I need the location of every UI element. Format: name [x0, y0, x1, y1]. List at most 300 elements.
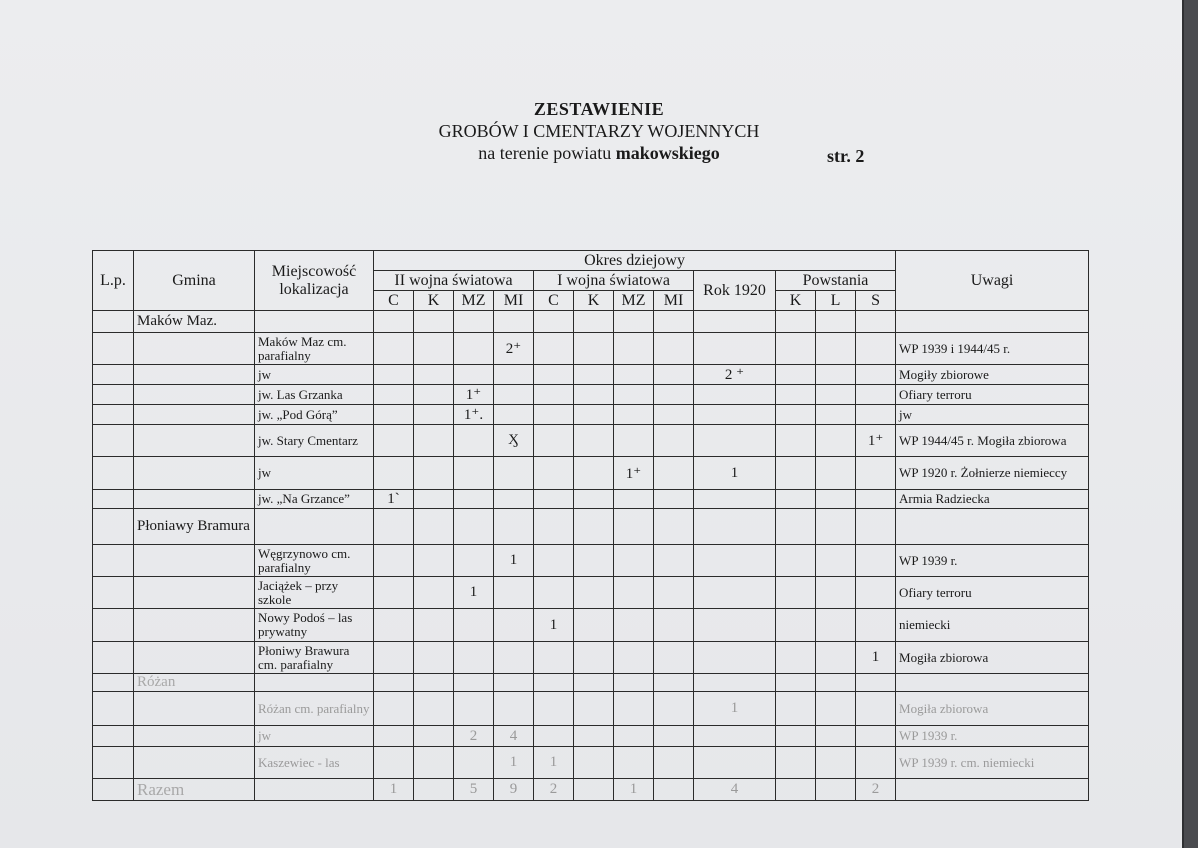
uwagi-cell: Ofiary terroru	[896, 577, 1089, 609]
empty-cell	[776, 509, 816, 545]
count-cell	[374, 642, 414, 674]
empty-cell	[856, 509, 896, 545]
count-cell	[414, 490, 454, 509]
count-cell	[574, 609, 614, 642]
count-cell: 1	[454, 577, 494, 609]
count-cell	[574, 405, 614, 425]
count-cell	[534, 577, 574, 609]
count-cell	[574, 642, 614, 674]
lp-cell	[93, 509, 134, 545]
col-lp: L.p.	[93, 251, 134, 311]
lp-cell	[93, 490, 134, 509]
gmina-cell	[134, 365, 255, 385]
count-cell	[856, 457, 896, 490]
section-row	[93, 674, 1089, 692]
empty-cell	[614, 509, 654, 545]
count-cell	[614, 333, 654, 365]
count-cell: 1	[494, 545, 534, 577]
count-cell: 4	[494, 726, 534, 747]
uwagi-cell	[896, 674, 1089, 692]
count-cell	[856, 726, 896, 747]
empty-cell	[494, 509, 534, 545]
subcol-powstania-s: S	[856, 291, 896, 311]
total-count	[654, 779, 694, 801]
count-cell	[534, 726, 574, 747]
table-body	[93, 311, 1089, 801]
empty-cell	[694, 311, 776, 333]
count-cell	[494, 365, 534, 385]
subcol-i-mi: MI	[654, 291, 694, 311]
count-cell	[414, 577, 454, 609]
count-cell	[534, 692, 574, 726]
uwagi-cell: WP 1939 r.	[896, 726, 1089, 747]
col-uwagi: Uwagi	[896, 251, 1089, 311]
count-cell	[654, 642, 694, 674]
count-cell	[694, 425, 776, 457]
count-cell	[856, 490, 896, 509]
count-cell: 1	[694, 692, 776, 726]
count-cell	[574, 490, 614, 509]
table-row	[93, 405, 1089, 425]
count-cell	[534, 333, 574, 365]
gmina-name: Różan	[134, 674, 255, 692]
count-cell	[414, 457, 454, 490]
count-cell	[614, 490, 654, 509]
lp-cell	[93, 779, 134, 801]
empty-cell	[614, 311, 654, 333]
count-cell	[694, 545, 776, 577]
count-cell	[574, 425, 614, 457]
location-cell: jw	[255, 726, 374, 747]
count-cell: 1	[694, 457, 776, 490]
count-cell	[654, 545, 694, 577]
count-cell	[414, 333, 454, 365]
count-cell	[414, 642, 454, 674]
count-cell: 1	[856, 642, 896, 674]
count-cell	[494, 405, 534, 425]
gmina-cell	[134, 692, 255, 726]
count-cell	[776, 747, 816, 779]
col-gmina: Gmina	[134, 251, 255, 311]
table-row	[93, 425, 1089, 457]
count-cell	[776, 577, 816, 609]
count-cell	[776, 490, 816, 509]
count-cell: 1	[534, 609, 574, 642]
empty-cell	[454, 509, 494, 545]
lp-cell	[93, 726, 134, 747]
count-cell	[856, 577, 896, 609]
count-cell	[574, 726, 614, 747]
count-cell	[654, 609, 694, 642]
total-row	[93, 779, 1089, 801]
count-cell	[816, 405, 856, 425]
empty-cell	[534, 674, 574, 692]
location-cell: jw. „Pod Górą”	[255, 405, 374, 425]
count-cell	[454, 642, 494, 674]
location-cell: Płoniwy Brawura cm. parafialny	[255, 642, 374, 674]
count-cell	[654, 405, 694, 425]
gmina-cell	[134, 747, 255, 779]
location-cell: jw. Stary Cmentarz	[255, 425, 374, 457]
count-cell	[414, 545, 454, 577]
uwagi-cell: Mogiła zbiorowa	[896, 692, 1089, 726]
lp-cell	[93, 457, 134, 490]
empty-cell	[374, 311, 414, 333]
count-cell	[816, 726, 856, 747]
count-cell	[776, 365, 816, 385]
empty-cell	[255, 509, 374, 545]
count-cell	[574, 545, 614, 577]
count-cell	[614, 692, 654, 726]
gmina-cell	[134, 642, 255, 674]
empty-cell	[414, 674, 454, 692]
count-cell	[494, 457, 534, 490]
total-count: 9	[494, 779, 534, 801]
count-cell	[776, 385, 816, 405]
count-cell	[654, 692, 694, 726]
count-cell	[574, 692, 614, 726]
empty-cell	[414, 311, 454, 333]
col-i-wojna: I wojna światowa	[534, 271, 694, 291]
uwagi-cell	[896, 509, 1089, 545]
lp-cell	[93, 333, 134, 365]
location-cell: jw. Las Grzanka	[255, 385, 374, 405]
count-cell	[454, 609, 494, 642]
count-cell	[856, 545, 896, 577]
count-cell	[614, 577, 654, 609]
count-cell	[776, 545, 816, 577]
count-cell	[816, 490, 856, 509]
count-cell	[534, 642, 574, 674]
subcol-powstania-k: K	[776, 291, 816, 311]
count-cell	[856, 747, 896, 779]
count-cell	[694, 405, 776, 425]
empty-cell	[694, 509, 776, 545]
lp-cell	[93, 545, 134, 577]
empty-cell	[574, 674, 614, 692]
subcol-i-c: C	[534, 291, 574, 311]
count-cell	[816, 642, 856, 674]
location-cell: Nowy Podoś – las prywatny	[255, 609, 374, 642]
uwagi-cell: Mogiły zbiorowe	[896, 365, 1089, 385]
count-cell	[454, 747, 494, 779]
count-cell	[654, 425, 694, 457]
table-row	[93, 747, 1089, 779]
count-cell	[494, 577, 534, 609]
count-cell	[816, 577, 856, 609]
count-cell: 1⁺	[614, 457, 654, 490]
count-cell	[694, 747, 776, 779]
count-cell: 2	[454, 726, 494, 747]
total-count	[776, 779, 816, 801]
count-cell	[694, 490, 776, 509]
count-cell	[454, 692, 494, 726]
count-cell: 1`	[374, 490, 414, 509]
count-cell	[614, 385, 654, 405]
count-cell	[776, 457, 816, 490]
count-cell	[776, 692, 816, 726]
count-cell	[574, 577, 614, 609]
count-cell	[654, 333, 694, 365]
count-cell	[614, 425, 654, 457]
gmina-cell	[134, 577, 255, 609]
table-row	[93, 333, 1089, 365]
count-cell	[574, 365, 614, 385]
count-cell	[454, 457, 494, 490]
count-cell	[374, 692, 414, 726]
count-cell	[534, 490, 574, 509]
count-cell: 1	[494, 747, 534, 779]
col-powstania: Powstania	[776, 271, 896, 291]
region-prefix: na terenie powiatu	[478, 143, 612, 163]
uwagi-cell: WP 1939 r. cm. niemiecki	[896, 747, 1089, 779]
count-cell	[414, 425, 454, 457]
count-cell	[614, 609, 654, 642]
count-cell	[654, 365, 694, 385]
document-subtitle: GROBÓW I CMENTARZY WOJENNYCH	[438, 121, 760, 141]
gmina-cell	[134, 333, 255, 365]
empty-cell	[614, 674, 654, 692]
count-cell	[454, 490, 494, 509]
count-cell	[374, 609, 414, 642]
count-cell	[414, 609, 454, 642]
gmina-cell	[134, 457, 255, 490]
empty-cell	[776, 311, 816, 333]
count-cell	[816, 692, 856, 726]
table-row	[93, 457, 1089, 490]
count-cell	[654, 385, 694, 405]
count-cell	[574, 385, 614, 405]
count-cell	[454, 425, 494, 457]
count-cell	[414, 726, 454, 747]
count-cell	[374, 405, 414, 425]
gmina-cell	[134, 726, 255, 747]
count-cell: 2⁺	[494, 333, 534, 365]
gmina-name: Maków Maz.	[134, 311, 255, 333]
section-row	[93, 311, 1089, 333]
count-cell	[534, 385, 574, 405]
count-cell	[694, 385, 776, 405]
empty-cell	[494, 311, 534, 333]
empty-cell	[574, 509, 614, 545]
location-cell: jw	[255, 365, 374, 385]
count-cell	[654, 577, 694, 609]
count-cell	[414, 365, 454, 385]
gmina-cell	[134, 385, 255, 405]
subcol-ii-k: K	[414, 291, 454, 311]
page-number: str. 2	[827, 146, 865, 166]
count-cell	[654, 490, 694, 509]
empty-cell	[414, 509, 454, 545]
count-cell	[454, 545, 494, 577]
empty-cell	[255, 311, 374, 333]
count-cell	[776, 333, 816, 365]
count-cell	[614, 642, 654, 674]
total-count: 2	[534, 779, 574, 801]
empty-cell	[816, 674, 856, 692]
count-cell	[534, 365, 574, 385]
location-cell: Kaszewiec - las	[255, 747, 374, 779]
total-count	[414, 779, 454, 801]
empty-cell	[816, 509, 856, 545]
empty-cell	[454, 311, 494, 333]
empty-cell	[856, 674, 896, 692]
location-cell: Węgrzynowo cm. parafialny	[255, 545, 374, 577]
count-cell	[614, 365, 654, 385]
document-region-line	[0, 142, 1198, 164]
count-cell	[856, 333, 896, 365]
region-name: makowskiego	[615, 143, 720, 163]
location-cell	[255, 779, 374, 801]
count-cell	[414, 385, 454, 405]
empty-cell	[534, 311, 574, 333]
count-cell	[454, 333, 494, 365]
count-cell	[856, 692, 896, 726]
count-cell	[654, 726, 694, 747]
count-cell	[494, 642, 534, 674]
subcol-powstania-l: L	[816, 291, 856, 311]
count-cell: 2 ⁺	[694, 365, 776, 385]
count-cell	[816, 747, 856, 779]
uwagi-cell: Armia Radziecka	[896, 490, 1089, 509]
count-cell	[454, 365, 494, 385]
subcol-i-mz: MZ	[614, 291, 654, 311]
count-cell	[374, 545, 414, 577]
count-cell	[694, 333, 776, 365]
count-cell	[856, 385, 896, 405]
subcol-i-k: K	[574, 291, 614, 311]
count-cell	[776, 405, 816, 425]
empty-cell	[856, 311, 896, 333]
count-cell	[374, 747, 414, 779]
empty-cell	[374, 509, 414, 545]
count-cell	[816, 333, 856, 365]
table-row	[93, 726, 1089, 747]
subcol-ii-c: C	[374, 291, 414, 311]
count-cell: Ӽ	[494, 425, 534, 457]
total-count	[816, 779, 856, 801]
count-cell	[776, 726, 816, 747]
empty-cell	[654, 674, 694, 692]
table-header	[93, 251, 1089, 311]
count-cell	[654, 747, 694, 779]
subcol-ii-mi: MI	[494, 291, 534, 311]
gmina-cell	[134, 490, 255, 509]
empty-cell	[454, 674, 494, 692]
col-miejscowosc: Miejscowość lokalizacja	[255, 251, 374, 311]
count-cell	[776, 642, 816, 674]
count-cell	[574, 333, 614, 365]
count-cell: 1⁺	[856, 425, 896, 457]
table-row	[93, 365, 1089, 385]
count-cell	[856, 609, 896, 642]
lp-cell	[93, 747, 134, 779]
total-count: 1	[614, 779, 654, 801]
lp-cell	[93, 385, 134, 405]
uwagi-cell: jw	[896, 405, 1089, 425]
location-cell: Jaciążek – przy szkole	[255, 577, 374, 609]
count-cell	[654, 457, 694, 490]
empty-cell	[255, 674, 374, 692]
empty-cell	[574, 311, 614, 333]
col-rok-1920: Rok 1920	[694, 271, 776, 311]
lp-cell	[93, 577, 134, 609]
count-cell	[694, 609, 776, 642]
count-cell	[856, 365, 896, 385]
gmina-cell	[134, 405, 255, 425]
count-cell: 1⁺.	[454, 405, 494, 425]
count-cell	[816, 609, 856, 642]
uwagi-cell: WP 1939 r.	[896, 545, 1089, 577]
count-cell	[414, 405, 454, 425]
count-cell	[694, 577, 776, 609]
location-cell: Maków Maz cm. parafialny	[255, 333, 374, 365]
section-row	[93, 509, 1089, 545]
lp-cell	[93, 692, 134, 726]
uwagi-cell: Mogiła zbiorowa	[896, 642, 1089, 674]
total-label: Razem	[134, 779, 255, 801]
count-cell	[374, 365, 414, 385]
col-okres-dziejowy: Okres dziejowy	[374, 251, 896, 271]
location-cell: Różan cm. parafialny	[255, 692, 374, 726]
empty-cell	[816, 311, 856, 333]
graves-table	[92, 250, 1089, 801]
uwagi-cell: Ofiary terroru	[896, 385, 1089, 405]
lp-cell	[93, 425, 134, 457]
count-cell	[414, 692, 454, 726]
uwagi-cell: niemiecki	[896, 609, 1089, 642]
uwagi-cell	[896, 311, 1089, 333]
gmina-cell	[134, 545, 255, 577]
count-cell	[374, 726, 414, 747]
count-cell	[614, 726, 654, 747]
count-cell	[574, 457, 614, 490]
total-count: 1	[374, 779, 414, 801]
count-cell: 1	[534, 747, 574, 779]
total-count: 2	[856, 779, 896, 801]
count-cell	[494, 490, 534, 509]
total-count: 5	[454, 779, 494, 801]
count-cell	[374, 385, 414, 405]
table-row	[93, 490, 1089, 509]
count-cell	[534, 545, 574, 577]
col-ii-wojna: II wojna światowa	[374, 271, 534, 291]
count-cell	[494, 385, 534, 405]
lp-cell	[93, 405, 134, 425]
count-cell	[776, 425, 816, 457]
count-cell	[414, 747, 454, 779]
uwagi-cell: WP 1920 r. Żołnierze niemieccy	[896, 457, 1089, 490]
empty-cell	[534, 509, 574, 545]
count-cell	[494, 692, 534, 726]
count-cell	[574, 747, 614, 779]
subcol-ii-mz: MZ	[454, 291, 494, 311]
count-cell	[534, 425, 574, 457]
count-cell	[856, 405, 896, 425]
empty-cell	[654, 311, 694, 333]
empty-cell	[776, 674, 816, 692]
lp-cell	[93, 311, 134, 333]
count-cell	[534, 457, 574, 490]
count-cell	[534, 405, 574, 425]
table-row	[93, 385, 1089, 405]
count-cell	[374, 425, 414, 457]
count-cell	[816, 457, 856, 490]
document-header	[0, 98, 1198, 164]
total-count: 4	[694, 779, 776, 801]
uwagi-cell: WP 1944/45 r. Mogiła zbiorowa	[896, 425, 1089, 457]
lp-cell	[93, 674, 134, 692]
